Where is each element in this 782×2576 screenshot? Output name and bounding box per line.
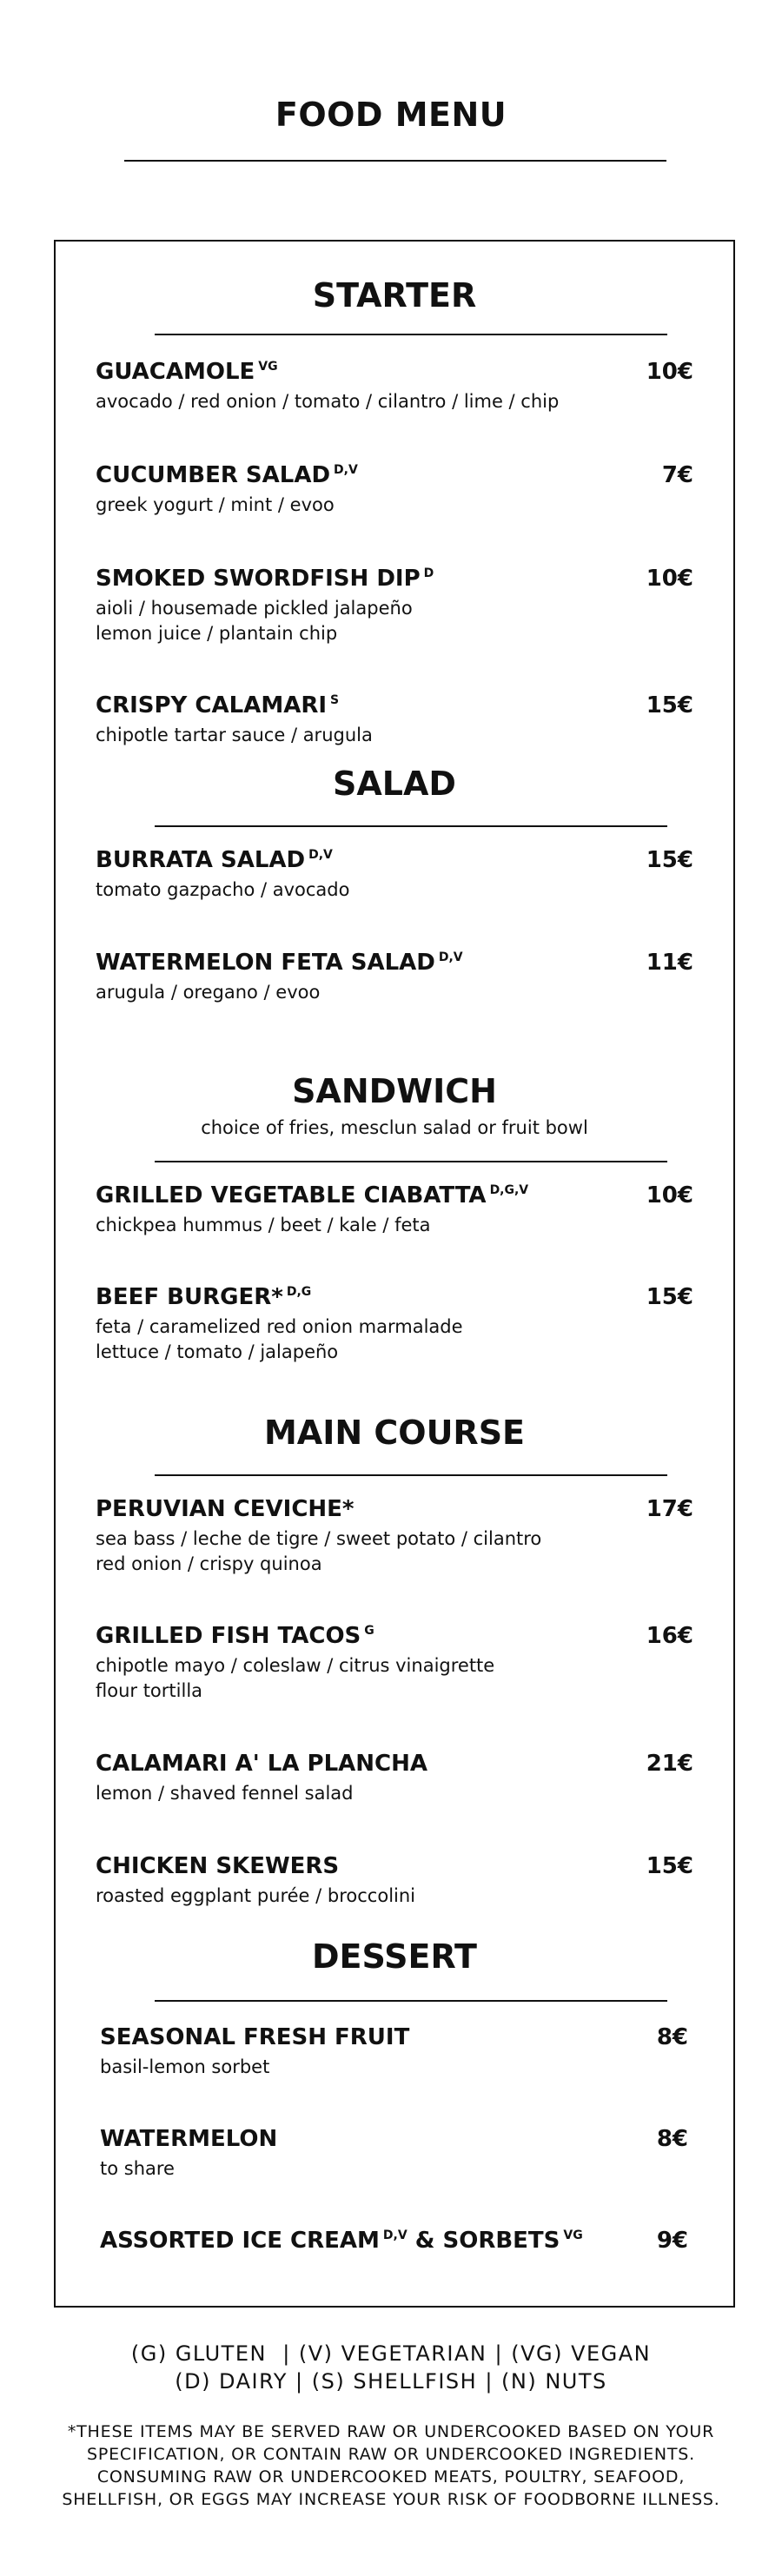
section-subtitle-sandwich: choice of fries, mesclun salad or fruit bowl [201, 1117, 588, 1138]
menu-item-description: chipotle mayo / coleslaw / citrus vinaigrette [96, 1655, 495, 1676]
diet-tags: D,V [438, 950, 463, 965]
menu-item-price: 8€ [656, 2126, 688, 2152]
section-title-starter: STARTER [312, 276, 477, 315]
menu-item-name: WATERMELON [100, 2126, 278, 2152]
disclaimer-line-1: *THESE ITEMS MAY BE SERVED RAW OR UNDERCOOKED BASED ON YOUR [67, 2422, 715, 2441]
menu-item-price: 15€ [646, 1853, 693, 1879]
menu-item-description: chipotle tartar sauce / arugula [96, 725, 373, 745]
menu-item-description: to share [100, 2158, 175, 2179]
menu-item-price: 15€ [646, 1284, 693, 1310]
menu-item-price: 9€ [656, 2228, 688, 2254]
menu-item-name: CALAMARI A' LA PLANCHA [96, 1751, 427, 1777]
section-title-main-course: MAIN COURSE [263, 1414, 526, 1452]
diet-tags: D,G [286, 1285, 312, 1300]
diet-tags: D,V [308, 848, 333, 863]
diet-tags: D,G,V [489, 1183, 529, 1198]
menu-item-name: WATERMELON FETA SALAD $^{D,V}$ [96, 950, 463, 976]
section-divider-starter [155, 334, 667, 335]
menu-item-description: aioli / housemade pickled jalapeño [96, 598, 413, 619]
menu-item-price: 10€ [646, 1182, 693, 1209]
menu-item-price: 8€ [656, 2024, 688, 2050]
menu-item-name: BEEF BURGER* $^{D,G}$ [96, 1284, 312, 1310]
section-divider-dessert [155, 2000, 667, 2002]
menu-item-name: GRILLED VEGETABLE CIABATTA $^{D,G,V}$ [96, 1182, 529, 1209]
menu-item-description: lemon juice / plantain chip [96, 623, 338, 644]
page-title: FOOD MENU [275, 96, 507, 134]
menu-item-price: 10€ [646, 359, 693, 385]
menu-item-description: roasted eggplant purée / broccolini [96, 1885, 416, 1906]
menu-item-price: 15€ [646, 847, 693, 873]
menu-item-name: SEASONAL FRESH FRUIT [100, 2024, 410, 2050]
menu-item-name: CHICKEN SKEWERS [96, 1853, 340, 1879]
diet-tags: VG [563, 2228, 583, 2243]
menu-item-price: 11€ [646, 950, 693, 976]
menu-item-description: red onion / crispy quinoa [96, 1553, 322, 1574]
disclaimer-line-2: SPECIFICATION, OR CONTAIN RAW OR UNDERCOOKED INGREDIENTS. [86, 2445, 696, 2464]
allergen-legend-line-1: (G) GLUTEN | (V) VEGETARIAN | (VG) VEGAN [130, 2341, 652, 2366]
menu-item-price: 21€ [646, 1751, 693, 1777]
menu-item-description: avocado / red onion / tomato / cilantro / lime / chip [96, 391, 560, 412]
menu-item-name: PERUVIAN CEVICHE* [96, 1496, 355, 1522]
diet-tags: D [423, 566, 434, 581]
diet-tags: D,V [334, 463, 358, 478]
section-title-sandwich: SANDWICH [292, 1072, 497, 1110]
menu-item-description: greek yogurt / mint / evoo [96, 494, 335, 515]
menu-item-name: CUCUMBER SALAD $^{D,V}$ [96, 462, 358, 488]
menu-item-price: 15€ [646, 692, 693, 718]
section-divider-sandwich [155, 1161, 667, 1162]
diet-tags: S [330, 693, 340, 708]
menu-item-name: SMOKED SWORDFISH DIP $^D$ [96, 566, 434, 592]
disclaimer-line-3: CONSUMING RAW OR UNDERCOOKED MEATS, POULTRY, SEAFOOD, [96, 2467, 686, 2487]
section-title-salad: SALAD [333, 765, 456, 803]
section-divider-salad [155, 825, 667, 827]
menu-item-name: BURRATA SALAD $^{D,V}$ [96, 847, 333, 873]
menu-item-description: feta / caramelized red onion marmalade [96, 1316, 463, 1337]
menu-item-name: CRISPY CALAMARI $^S$ [96, 692, 340, 718]
section-divider-main-course [155, 1474, 667, 1476]
title-divider [124, 160, 666, 162]
menu-item-description: tomato gazpacho / avocado [96, 879, 350, 900]
allergen-legend-line-2: (D) DAIRY | (S) SHELLFISH | (N) NUTS [175, 2369, 607, 2394]
menu-item-price: 16€ [646, 1623, 693, 1649]
menu-item-price: 17€ [646, 1496, 693, 1522]
disclaimer-line-4: SHELLFISH, OR EGGS MAY INCREASE YOUR RISK OF FOODBORNE ILLNESS. [62, 2490, 720, 2509]
menu-item-description: arugula / oregano / evoo [96, 982, 321, 1003]
menu-item-description: chickpea hummus / beet / kale / feta [96, 1215, 431, 1235]
menu-item-price: 7€ [661, 462, 693, 488]
menu-item-description: flour tortilla [96, 1680, 203, 1701]
diet-tags: G [364, 1624, 374, 1639]
section-title-dessert: DESSERT [312, 1937, 477, 1976]
menu-item-name: GUACAMOLE $^{VG}$ [96, 359, 278, 385]
menu-item-description: basil-lemon sorbet [100, 2056, 270, 2077]
menu-item-description: lettuce / tomato / jalapeño [96, 1341, 339, 1362]
menu-item-description: lemon / shaved fennel salad [96, 1783, 354, 1804]
diet-tags: VG [258, 360, 278, 374]
menu-frame [54, 240, 735, 2308]
menu-item-name: GRILLED FISH TACOS $^G$ [96, 1623, 374, 1649]
menu-item-description: sea bass / leche de tigre / sweet potato / cilantro [96, 1528, 542, 1549]
diet-tags: D,V [382, 2228, 408, 2243]
menu-item-price: 10€ [646, 566, 693, 592]
menu-item-name: ASSORTED ICE CREAM $^{D,V}$ & SORBETS $^{VG}$ [100, 2228, 583, 2254]
